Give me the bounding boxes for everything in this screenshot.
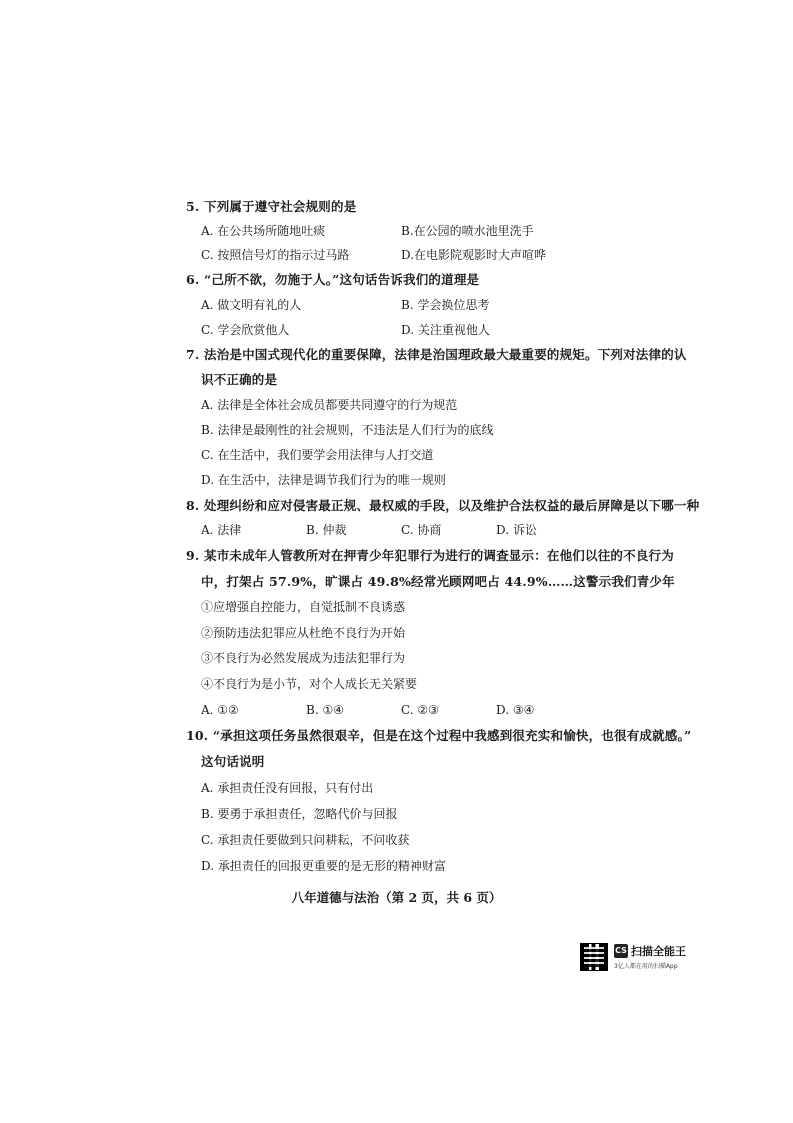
scanner-watermark: [580, 943, 720, 973]
question-5-stem: 5. 下列属于遵守社会规则的是: [186, 199, 357, 214]
question-5-option-b: B.在公园的喷水池里洗手: [401, 224, 534, 238]
question-8-option-c: C. 协商: [401, 523, 442, 537]
camscanner-logo-badge: CS: [614, 944, 628, 958]
question-8-option-d: D. 诉讼: [496, 523, 537, 537]
question-10-stem-line-2: 这句话说明: [201, 754, 265, 769]
question-6-stem: 6. “己所不欲，勿施于人。”这句话告诉我们的道理是: [186, 272, 480, 287]
question-6-option-b: B. 学会换位思考: [401, 298, 490, 312]
question-7-stem-line-2: 识不正确的是: [201, 372, 278, 387]
question-10-option-d: D. 承担责任的回报更重要的是无形的精神财富: [201, 859, 446, 873]
question-7-option-a: A. 法律是全体社会成员都要共同遵守的行为规范: [201, 398, 458, 412]
camscanner-subtitle: 3亿人都在用的扫描App: [614, 963, 678, 970]
question-5-option-a: A. 在公共场所随地吐痰: [201, 224, 326, 238]
question-9-statement-4: ④不良行为是小节，对个人成长无关紧要: [201, 677, 418, 691]
page-footer: 八年道德与法治（第 2 页，共 6 页）: [291, 890, 502, 905]
camscanner-title: 扫描全能王: [631, 945, 686, 958]
question-9-statement-1: ①应增强自控能力，自觉抵制不良诱惑: [201, 600, 406, 614]
question-9-option-c: C. ②③: [401, 703, 439, 717]
question-8-option-b: B. 仲裁: [306, 523, 347, 537]
question-7-option-c: C. 在生活中，我们要学会用法律与人打交道: [201, 448, 434, 462]
question-10-option-a: A. 承担责任没有回报，只有付出: [201, 781, 374, 795]
question-10-stem-line-1: 10. “承担这项任务虽然很艰辛，但是在这个过程中我感到很充实和愉快，也很有成就感。”: [186, 728, 692, 743]
question-5-option-c: C. 按照信号灯的指示过马路: [201, 248, 350, 262]
question-7-option-b: B. 法律是最刚性的社会规则，不违法是人们行为的底线: [201, 423, 494, 437]
question-6-option-a: A. 做文明有礼的人: [201, 298, 302, 312]
question-10-option-b: B. 要勇于承担责任，忽略代价与回报: [201, 807, 398, 821]
question-7-stem-line-1: 7. 法治是中国式现代化的重要保障，法律是治国理政最大最重要的规矩。下列对法律的认: [186, 347, 687, 362]
question-9-stem-line-2: 中，打架占 57.9%，旷课占 49.8%经常光顾网吧占 44.9%……这警示我们青少年: [201, 574, 675, 589]
question-9-statement-2: ②预防违法犯罪应从杜绝不良行为开始: [201, 626, 406, 640]
question-6-option-c: C. 学会欣赏他人: [201, 323, 290, 337]
question-8-option-a: A. 法律: [201, 523, 242, 537]
question-5-option-d: D.在电影院观影时大声喧哗: [401, 248, 547, 262]
question-9-option-a: A. ①②: [201, 703, 239, 717]
question-7-option-d: D. 在生活中，法律是调节我们行为的唯一规则: [201, 473, 446, 487]
question-8-stem: 8. 处理纠纷和应对侵害最正规、最权威的手段，以及维护合法权益的最后屏障是以下哪一种: [186, 498, 700, 513]
question-9-stem-line-1: 9. 某市未成年人管教所对在押青少年犯罪行为进行的调查显示：在他们以往的不良行为: [186, 548, 674, 563]
question-10-option-c: C. 承担责任要做到只问耕耘，不问收获: [201, 833, 410, 847]
question-9-option-b: B. ①④: [306, 703, 344, 717]
question-9-option-d: D. ③④: [496, 703, 535, 717]
qr-code-icon: [580, 943, 608, 971]
question-6-option-d: D. 关注重视他人: [401, 323, 490, 337]
question-9-statement-3: ③不良行为必然发展成为违法犯罪行为: [201, 651, 406, 665]
